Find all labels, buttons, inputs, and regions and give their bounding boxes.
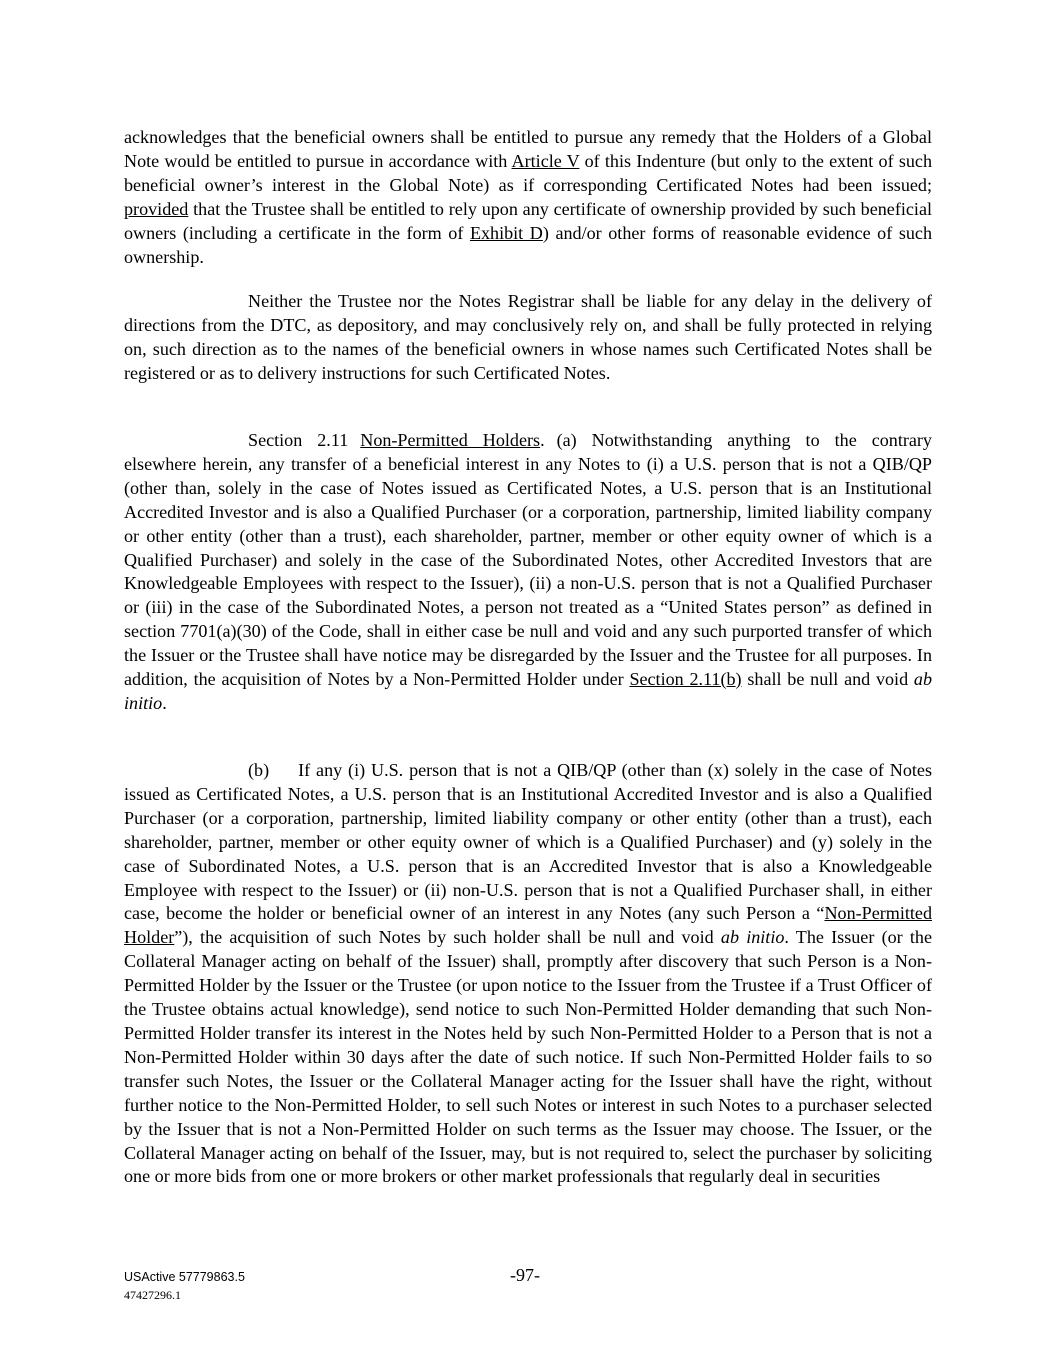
text-run: . The Issuer (or the Collateral Manager acting on behalf of the Issuer) shall, promptly after discovery that such Person is a Non-Permitted Holder by the Issuer or the Trustee (or upon notice to the Issuer from the Trustee if a Trust Officer of the Trustee obtains actual knowledge), send notice to such Non-Permitted Holder demanding that such Non-Permitted Holder transfer its interest in the Notes held by such Non-Permitted Holder to a Person that is not a Non-Permitted Holder within 30 days after the date of such notice. If such Non-Permitted Holder fails to so transfer such Notes, the Issuer or the Collateral Manager acting for the Issuer shall have the right, without further notice to the Non-Permitted Holder, to sell such Notes or interest in such Notes to a purchaser selected by the Issuer that is not a Non-Permitted Holder on such terms as the Issuer may choose. The Issuer, or the Collateral Manager acting on behalf of the Issuer, may, but is not required to, select the purchaser by soliciting one or more bids from one or more brokers or other market professionals that regularly deal in securities (124, 927, 932, 1187)
section-2-11-b-reference: Section 2.11(b) (629, 669, 742, 690)
text-run: of this Indenture (but only to the extent of such beneficial owner’s interest in the Global Note) as if corresponding Certificated Notes had been issued; (124, 150, 932, 195)
text-run: Neither the Trustee nor the Notes Registrar shall be liable for any delay in the delivery of directions from the DTC, as depository, and may conclusively rely on, and shall be fully protected in relying on, such direction as to the names of the beneficial owners in whose names such Certificated Notes shall be registered or as to delivery instructions for such Certificated Notes. (124, 291, 932, 383)
clause-label: (b) (248, 760, 270, 780)
text-run: acknowledges that the beneficial owners shall be entitled to pursue any remedy that the Holders of a Global Note would be entitled to pursue in accordance with (124, 127, 932, 171)
text-run: (a) Notwithstanding anything to the contrary elsewhere herein, any transfer of a beneficial interest in any Notes to (i) a U.S. person that is not a QIB/QP (other than, solely in the case of Notes issued as Certificated Notes, a U.S. person that is an Institutional Accredited Investor and is also a Qualified Purchaser (or a corporation, partnership, limited liability company or other entity (other than a trust), each shareholder, partner, member or other equity owner of which is a Qualified Purchaser) and solely in the case of the Subordinated Notes, other Accredited Investors that are Knowledgeable Employees with respect to the Issuer), (ii) a non-U.S. person that is not a Qualified Purchaser or (iii) in the case of the Subordinated Notes, a person not treated as a “United States person” as defined in section 7701(a)(30) of the Code, shall in either case be null and void and any such purported transfer of which the Issuer or the Trustee shall have notice may be disregarded by the Issuer and the Trustee for all purposes. In addition, the acquisition of Notes by a Non-Permitted Holder under (124, 430, 932, 690)
page-number: -97- (510, 1265, 540, 1285)
text-run: . (540, 430, 545, 450)
footer-document-id: USActive 57779863.5 (124, 1270, 245, 1284)
non-permitted-holder-term: Non-Permitted Holder (124, 903, 932, 948)
paragraph-section-2-11-b (124, 759, 932, 1189)
provided-term: provided (124, 198, 189, 219)
ab-initio-term: ab initio (124, 669, 932, 713)
paragraph-section-2-11-a (124, 429, 932, 716)
section-number: Section 2.11 (248, 430, 349, 450)
article-v-reference: Article V (511, 150, 580, 171)
text-run: ) and/or other forms of reasonable evidence of such ownership. (124, 222, 932, 267)
section-heading: Non-Permitted Holders (360, 430, 541, 450)
text-run: If any (i) U.S. person that is not a QIB/QP (other than (x) solely in the case of Notes issued as Certificated Notes, a U.S. person that is an Institutional Accredited Investor and is also a Qualified Purchaser (or a corporation, partnership, limited liability company or other entity (other than a trust), each shareholder, partner, member or other equity owner of which is a Qualified Purchaser) and (y) solely in the case of Subordinated Notes, a U.S. person that is an Accredited Investor that is also a Knowledgeable Employee with respect to the Issuer) or (ii) non-U.S. person that is not a Qualified Purchaser shall, in either case, become the holder or beneficial owner of an interest in any Notes (any such Person a “ (124, 760, 932, 924)
paragraph-beneficial-owners (124, 126, 932, 269)
paragraph-trustee-liability (124, 290, 932, 386)
text-run: shall be null and void (741, 669, 914, 690)
footer-reference-id: 47427296.1 (124, 1288, 181, 1302)
exhibit-d-reference: Exhibit D (469, 222, 543, 243)
text-run: that the Trustee shall be entitled to rely upon any certificate of ownership provided by such beneficial owners (including a certificate in the form of (124, 198, 932, 243)
text-run: ”), the acquisition of such Notes by such holder shall be null and void (174, 927, 721, 948)
text-run: . (162, 692, 167, 713)
ab-initio-term: ab initio (720, 927, 785, 948)
